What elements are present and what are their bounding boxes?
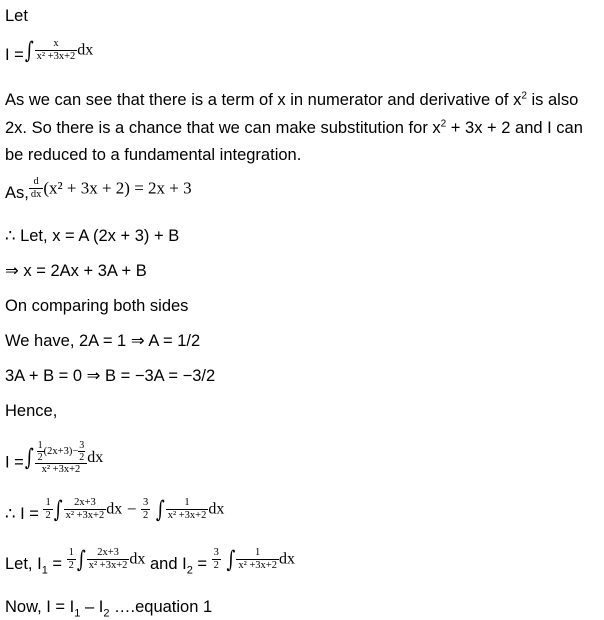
half-fraction: $\frac{1}{2}$ [68,547,74,571]
explanation-paragraph: As we can see that there is a term of x in numerator and derivative of $x^2$ is also 2x. So there is a chance that we can make substitution for $x^2 + 3x + 2$ and I can be reduced to a fundamental integration. [5,90,583,164]
integral-rewritten: I =∫ $\frac{1}{2}$ (2x+3)− $\frac{3}{2}$ x² +3x+2 dx [5,440,104,475]
d-dx-fraction: $\frac{d}{dx}$ [30,176,42,200]
integral-sign-icon: ∫ [76,546,86,573]
text-implies: ⇒ x = 2Ax + 3A + B [5,262,147,280]
integral-definition: I =∫ $\frac{x}{\text{x² +3x+2}}$ dx [5,37,94,64]
text-3a-b: 3A + B = 0 ⇒ B = −3A = −3/2 [5,367,216,385]
three-half-fraction: $\frac{3}{2}$ [213,547,219,571]
half-fraction: $\frac{1}{2}$ [45,497,51,521]
text-let: Let [5,7,28,25]
derivative-statement: As, $\frac{d}{dx}$ (x² + 3x + 2) = 2x + 3 [5,176,192,202]
text-therefore-let: ∴ Let, x = A (2x + 3) + B [5,227,180,245]
text-comparing: On comparing both sides [5,297,189,315]
text-now-equation: Now, $I = I_1 - I_2$ ….equation 1 [5,598,213,620]
fraction: $\frac{1}{\text{x² +3x+2}}$ [167,497,207,521]
define-i1-i2: Let, $I_1$ = $\frac{1}{2}$ ∫ $\frac{2x+3}{\text{x² +3x+2}}$ dx and $I_2$ = $\frac{3}{2}$ ∫ $\frac{1}{\text{x² +3x+2}}$ dx [5,546,295,577]
text-hence: Hence, [5,402,58,420]
fraction: $\frac{x}{\text{x² +3x+2}}$ [36,38,76,62]
integral-sign-icon: ∫ [53,496,63,523]
fraction: $\frac{1}{\text{x² +3x+2}}$ [238,547,277,571]
integral-sign-icon: ∫ [155,496,165,523]
three-half-fraction: $\frac{3}{2}$ [143,497,149,521]
integral-sign-icon: ∫ [24,444,34,472]
fraction: $\frac{2x+3}{\text{x² +3x+2}}$ [65,497,105,521]
text-we-have: We have, 2A = 1 ⇒ A = 1/2 [5,332,201,350]
integral-sign-icon: ∫ [226,546,236,573]
fraction: $\frac{2x+3}{\text{x² +3x+2}}$ [88,547,128,571]
integral-sign-icon: ∫ [24,37,34,64]
i-label: I = [5,45,24,64]
integral-split: ∴ I = $\frac{1}{2}$ ∫ $\frac{2x+3}{\text{x² +3x+2}}$ dx − $\frac{3}{2}$ ∫ $\frac{1}{\text{x² +3x+2}}$ dx [5,496,225,523]
fraction: $\frac{1}{2}$ (2x+3)− $\frac{3}{2}$ x² +3x+2 [35,440,88,476]
